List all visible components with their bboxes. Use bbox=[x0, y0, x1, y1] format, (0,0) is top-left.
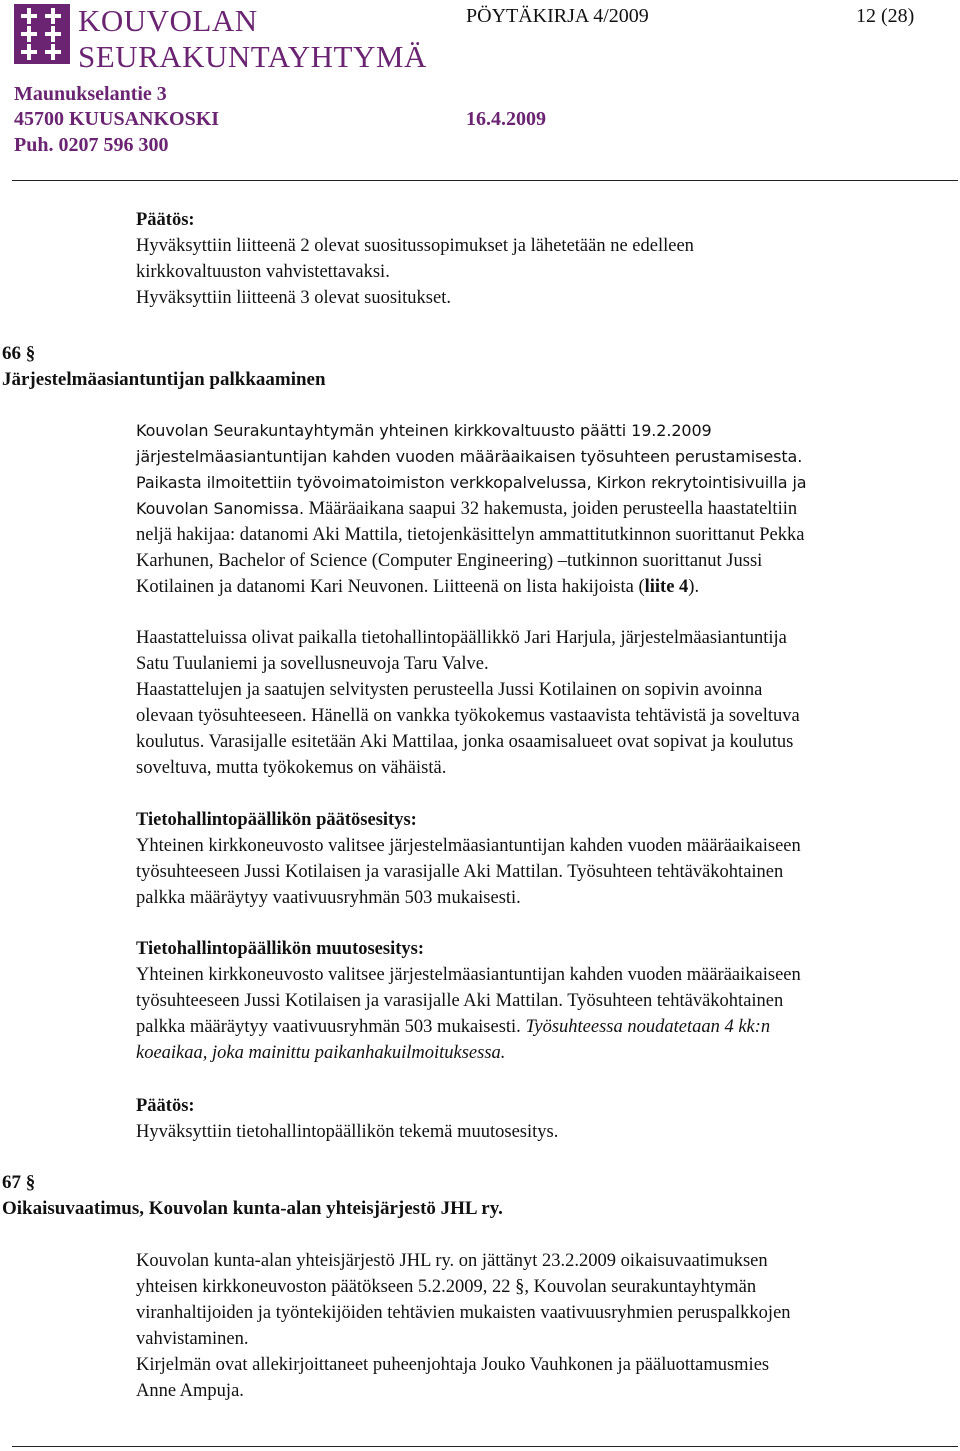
text-line: Karhunen, Bachelor of Science (Computer Engineering) –tutkinnon suorittanut Jussi bbox=[136, 551, 763, 571]
text-line: Kouvolan Seurakuntayhtymän yhteinen kirkkovaltuusto päätti 19.2.2009 bbox=[136, 421, 712, 440]
text-fragment: palkka määräytyy vaativuusryhmän 503 mukaisesti. bbox=[136, 1017, 526, 1037]
text-line: Satu Tuulaniemi ja sovellusneuvoja Taru Valve. bbox=[136, 654, 489, 674]
text-line bbox=[136, 1014, 956, 1040]
text-line: Haastatteluissa olivat paikalla tietohallintopäällikkö Jari Harjula, järjestelmäasiantuntija bbox=[136, 628, 787, 648]
text-line: kirkkovaltuuston vahvistettavaksi. bbox=[136, 262, 390, 282]
s66-interviews bbox=[136, 625, 956, 781]
decision-label: Päätös: bbox=[136, 1096, 195, 1116]
text-fragment: Kotilainen ja datanomi Kari Neuvonen. Liitteenä on lista hakijoista ( bbox=[136, 577, 645, 597]
section-number: 66 § bbox=[2, 343, 36, 364]
text-line: koulutus. Varasijalle esitetään Aki Mattilaa, jonka osaamisalueet ovat sopivat ja koulutus bbox=[136, 732, 794, 752]
attachment-reference: liite 4 bbox=[644, 577, 689, 597]
text-line: koeaikaa, joka mainittu paikanhakuilmoituksessa. bbox=[136, 1043, 506, 1063]
proposal-label: Tietohallintopäällikön päätösesitys: bbox=[136, 810, 417, 830]
text-fragment: Määräaikana saapui 32 hakemusta, joiden perusteella haastateltiin bbox=[303, 499, 798, 519]
text-line: olevaan työsuhteeseen. Hänellä on vankka työkokemus vastaavista tehtävistä ja soveltuva bbox=[136, 706, 800, 726]
change-proposal-label: Tietohallintopäällikön muutosesitys: bbox=[136, 939, 425, 959]
text-line: Anne Ampuja. bbox=[136, 1381, 244, 1401]
text-line: Haastattelujen ja saatujen selvitysten perusteella Jussi Kotilainen on sopivin avoinna bbox=[136, 680, 763, 700]
text-line: neljä hakijaa: datanomi Aki Mattila, tietojenkäsittelyn ammattitutkinnon suorittanut Pekka bbox=[136, 525, 805, 545]
text-line: viranhaltijoiden ja työntekijöiden tehtävien mukaisten vaativuusryhmien peruspalkkojen bbox=[136, 1303, 791, 1323]
s67-body bbox=[136, 1248, 956, 1404]
s66-intro-continued bbox=[136, 496, 956, 600]
address-street: Maunukselantie 3 bbox=[14, 83, 167, 105]
section-title: Oikaisuvaatimus, Kouvolan kunta-alan yhteisjärjestö JHL ry. bbox=[2, 1198, 503, 1219]
text-line: Yhteinen kirkkoneuvosto valitsee järjestelmäasiantuntijan kahden vuoden määräaikaiseen bbox=[136, 965, 801, 985]
s66-change-proposal bbox=[136, 936, 956, 1066]
text-line bbox=[136, 496, 956, 522]
phone-number: Puh. 0207 596 300 bbox=[14, 134, 169, 156]
text-line: työsuhteeseen Jussi Kotilaisen ja varasijalle Aki Mattilan. Työsuhteen tehtäväkohtainen bbox=[136, 862, 784, 882]
document-title: PÖYTÄKIRJA 4/2009 bbox=[466, 5, 649, 27]
text-fragment: ). bbox=[688, 577, 700, 597]
text-line: järjestelmäasiantuntijan kahden vuoden määräaikaisen työsuhteen perustamisesta. bbox=[136, 447, 803, 466]
text-line: soveltuva, mutta työkokemus on vähäistä. bbox=[136, 758, 447, 778]
text-line bbox=[136, 574, 956, 600]
text-line: Kirjelmän ovat allekirjoittaneet puheenjohtaja Jouko Vauhkonen ja pääluottamusmies bbox=[136, 1355, 770, 1375]
text-line: Kouvolan kunta-alan yhteisjärjestö JHL ry. on jättänyt 23.2.2009 oikaisuvaatimuksen bbox=[136, 1251, 768, 1271]
crosses-logo-icon bbox=[14, 4, 70, 64]
s66-proposal bbox=[136, 807, 956, 911]
org-name-line1: KOUVOLAN bbox=[78, 3, 258, 38]
section-67-heading bbox=[2, 1170, 503, 1222]
section-title: Järjestelmäasiantuntijan palkkaaminen bbox=[2, 369, 326, 390]
logo bbox=[14, 4, 70, 64]
page-number: 12 (28) bbox=[856, 5, 915, 27]
text-line: vahvistaminen. bbox=[136, 1329, 249, 1349]
header-divider bbox=[12, 180, 958, 181]
text-fragment: Työsuhteessa noudatetaan 4 kk:n bbox=[525, 1017, 771, 1037]
text-line: palkka määräytyy vaativuusryhmän 503 mukaisesti. bbox=[136, 888, 521, 908]
s66-intro bbox=[136, 418, 956, 496]
text-line: yhteisen kirkkoneuvoston päätökseen 5.2.2009, 22 §, Kouvolan seurakuntayhtymän bbox=[136, 1277, 757, 1297]
org-name-line2: SEURAKUNTAYHTYMÄ bbox=[78, 39, 427, 74]
text-line: Yhteinen kirkkoneuvosto valitsee järjestelmäasiantuntijan kahden vuoden määräaikaiseen bbox=[136, 836, 801, 856]
text-line: Paikasta ilmoitettiin työvoimatoimiston verkkopalvelussa, Kirkon rekrytointisivuilla ja bbox=[136, 473, 807, 492]
text-line: Hyväksyttiin liitteenä 2 olevat suositussopimukset ja lähetetään ne edelleen bbox=[136, 236, 694, 256]
text-line: Hyväksyttiin liitteenä 3 olevat suositukset. bbox=[136, 288, 451, 308]
previous-decision bbox=[136, 207, 956, 311]
text-fragment: Kouvolan Sanomissa. bbox=[136, 499, 304, 518]
document-date: 16.4.2009 bbox=[466, 108, 546, 130]
section-number: 67 § bbox=[2, 1172, 36, 1193]
footer-divider bbox=[12, 1446, 958, 1447]
decision-label: Päätös: bbox=[136, 210, 195, 230]
text-line: työsuhteeseen Jussi Kotilaisen ja varasijalle Aki Mattilan. Työsuhteen tehtäväkohtainen bbox=[136, 991, 784, 1011]
section-66-heading bbox=[2, 341, 326, 393]
text-line: Hyväksyttiin tietohallintopäällikön tekemä muutosesitys. bbox=[136, 1122, 559, 1142]
address-city: 45700 KUUSANKOSKI bbox=[14, 108, 220, 130]
s66-decision bbox=[136, 1093, 956, 1145]
